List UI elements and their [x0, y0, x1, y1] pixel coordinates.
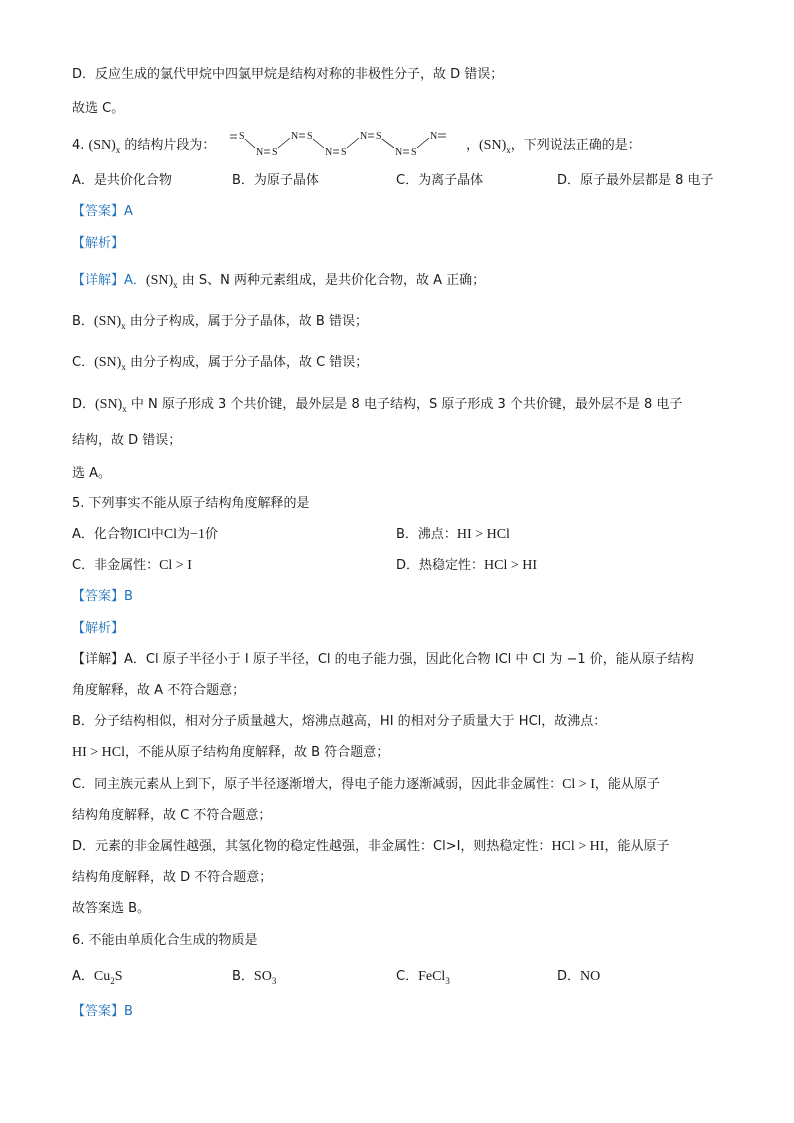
- q5-detail-line-8: 结构角度解释，故 D 不符合题意；: [72, 870, 273, 885]
- q4-number: 4.: [72, 138, 85, 153]
- q5-detail-line-5: C．同主族元素从上到下，原子半径逐渐增大，得电子能力逐渐减弱，因此非金属性：Cl > I，能从原子: [72, 777, 660, 792]
- structure-atom: N: [395, 147, 403, 158]
- q6-option-c: C．FeCl$_3$: [396, 969, 450, 986]
- q6-option-a: A．$Cu_2S$: [72, 969, 123, 986]
- q5-detail-line-7: D．元素的非金属性越强，其氢化物的稳定性越强，非金属性：Cl>I，则热稳定性：HCl > HI，能从原子: [72, 839, 670, 854]
- q6-stem: 6. 不能由单质化合生成的物质是: [72, 933, 258, 948]
- q4-conclusion: 选 A。: [72, 466, 112, 481]
- q4-option-c: C．为离子晶体: [396, 173, 484, 188]
- structure-atom: N: [256, 147, 264, 158]
- q5-detail-line-3: B．分子结构相似，相对分子质量越大，熔沸点越高，HI 的相对分子质量大于 HCl，故沸点：: [72, 714, 607, 729]
- q5-detail-line-2: 角度解释，故 A 不符合题意；: [72, 683, 246, 698]
- q4-stem-part1: 的结构片段为：: [124, 138, 216, 153]
- q3-option-d-explanation: D．反应生成的氯代甲烷中四氯甲烷是结构对称的非极性分子，故 D 错误；: [72, 67, 504, 82]
- q4-detail-b: B．$(SN)_x$ 由分子构成，属于分子晶体，故 B 错误；: [72, 314, 368, 331]
- q5-option-a: A．化合物ICl中Cl为−1价: [72, 527, 218, 542]
- sn-structure-diagram: [228, 126, 464, 160]
- q5-option-b: B．沸点：HI > HCl: [396, 527, 510, 542]
- q5-answer: 【答案】B: [72, 589, 133, 604]
- q4-detail-c: C．$(SN)_x$ 由分子构成，属于分子晶体，故 C 错误；: [72, 355, 369, 372]
- q5-option-d: D．热稳定性：HCl > HI: [396, 558, 538, 573]
- q5-analysis-heading: 【解析】: [72, 621, 125, 636]
- q4-formula: $(SN)_x$: [88, 138, 121, 155]
- q4-stem-tail: ，$(SN)_x$，下列说法正确的是：: [466, 138, 641, 155]
- q4-detail-d: D．$(SN)_x$ 中 N 原子形成 3 个共价键，最外层是 8 电子结构，S 原子形成 3 个共价键，最外层不是 8 电子: [72, 397, 683, 414]
- q4-option-a: A．是共价化合物: [72, 173, 172, 188]
- structure-atom: N: [430, 131, 438, 142]
- structure-atom: S: [376, 131, 382, 142]
- q3-conclusion: 故选 C。: [72, 101, 125, 116]
- structure-atom: S: [239, 131, 245, 142]
- structure-atom: S: [272, 147, 278, 158]
- q4-stem: [72, 137, 215, 159]
- q5-option-c: C．非金属性：Cl > I: [72, 558, 192, 573]
- q6-option-d: D．NO: [557, 969, 601, 984]
- q4-formula-2: $(SN)_x$: [479, 138, 511, 155]
- structure-atom: N: [360, 131, 368, 142]
- q4-analysis-heading: 【解析】: [72, 236, 125, 251]
- q5-detail-line-1: 【详解】A．Cl 原子半径小于 I 原子半径，Cl 的电子能力强，因此化合物 ICl 中 Cl 为 −1 价，能从原子结构: [72, 652, 694, 667]
- structure-atom: N: [325, 147, 333, 158]
- structure-atom: S: [307, 131, 313, 142]
- q5-stem: 5. 下列事实不能从原子结构角度解释的是: [72, 496, 310, 511]
- structure-atom: N: [291, 131, 299, 142]
- q4-detail-a: 【详解】A．$(SN)_x$ 由 S、N 两种元素组成，是共价化合物，故 A 正确；: [72, 273, 486, 290]
- q5-detail-line-4: HI > HCl，不能从原子结构角度解释，故 B 符合题意；: [72, 745, 390, 760]
- q5-conclusion: 故答案选 B。: [72, 901, 151, 916]
- q5-detail-line-6: 结构角度解释，故 C 不符合题意；: [72, 808, 272, 823]
- structure-atom: S: [341, 147, 347, 158]
- q6-option-b: B．$SO_3$: [232, 969, 277, 986]
- q4-option-b: B．为原子晶体: [232, 173, 319, 188]
- q6-answer: 【答案】B: [72, 1004, 133, 1019]
- q4-detail-d-cont: 结构，故 D 错误；: [72, 433, 182, 448]
- structure-atom: S: [411, 147, 417, 158]
- q4-option-d: D．原子最外层都是 8 电子: [557, 173, 714, 188]
- q4-answer: 【答案】A: [72, 204, 133, 219]
